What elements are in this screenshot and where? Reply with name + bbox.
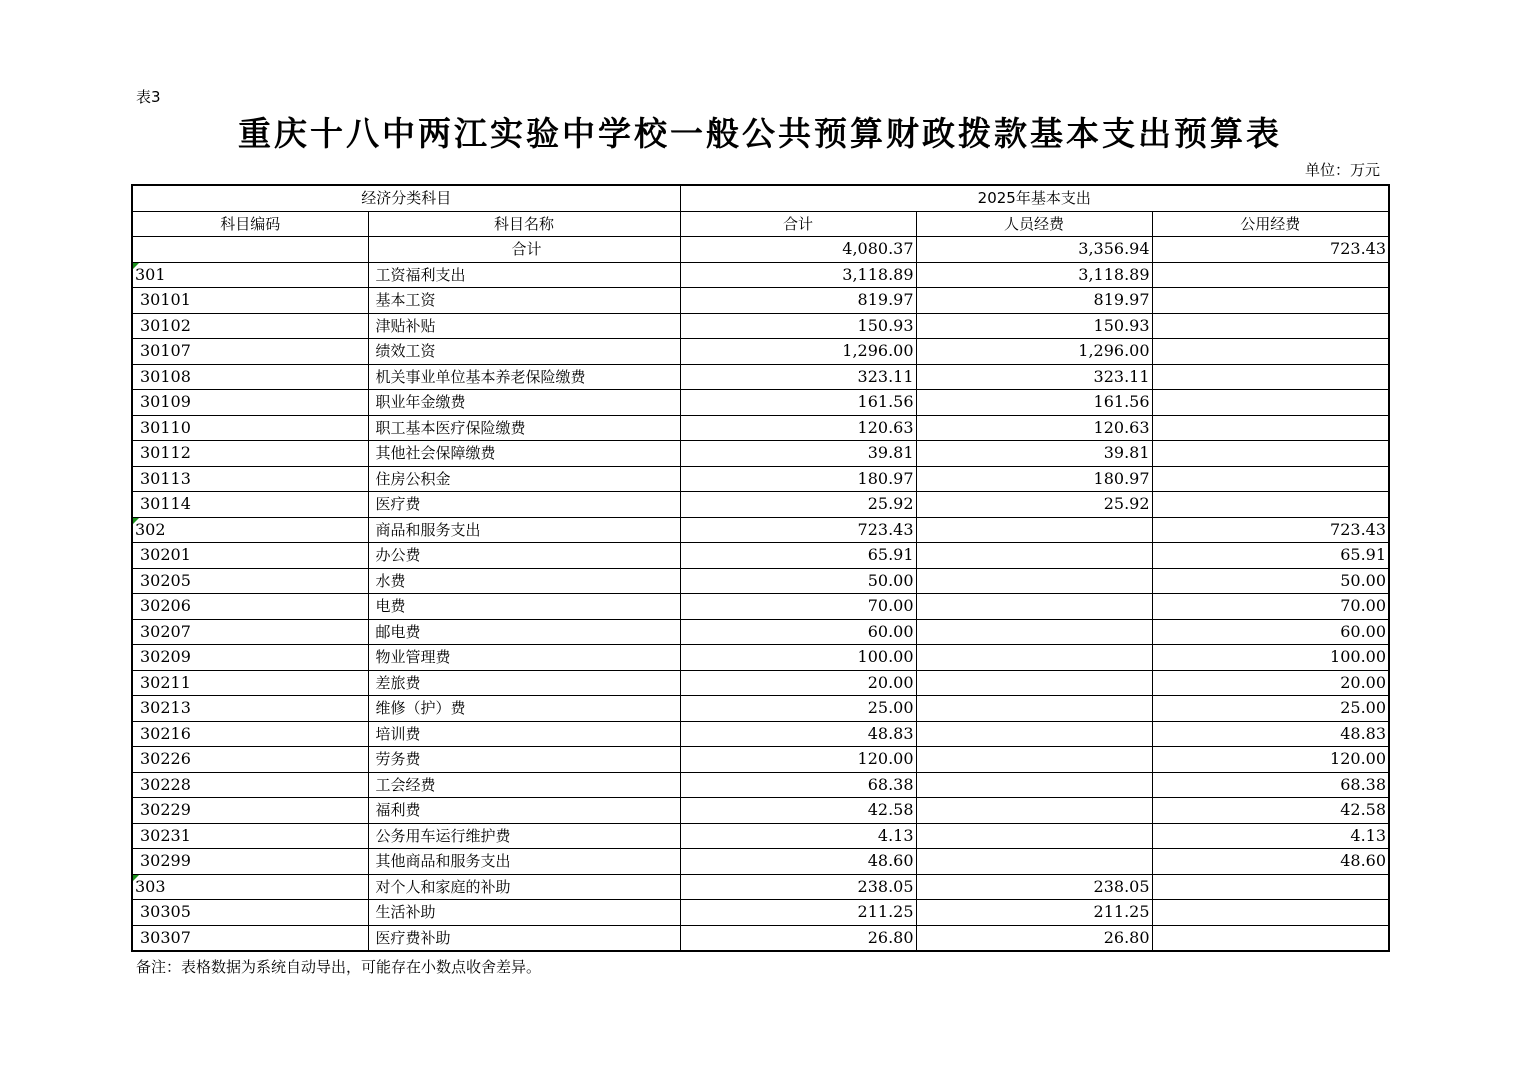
personnel-expense-cell: 3,118.89 bbox=[916, 262, 1152, 288]
subject-code-cell: 30205 bbox=[132, 568, 368, 594]
public-expense-cell: 4.13 bbox=[1152, 823, 1389, 849]
total-cell: 150.93 bbox=[680, 313, 916, 339]
subject-name-cell: 培训费 bbox=[368, 721, 680, 747]
table-row bbox=[132, 594, 1389, 620]
personnel-expense-cell: 120.63 bbox=[916, 415, 1152, 441]
table-row bbox=[132, 543, 1389, 569]
personnel-expense-cell bbox=[916, 747, 1152, 773]
total-cell: 39.81 bbox=[680, 441, 916, 467]
total-cell: 70.00 bbox=[680, 594, 916, 620]
table-row bbox=[132, 492, 1389, 518]
personnel-expense-cell bbox=[916, 849, 1152, 875]
subject-name-cell: 其他商品和服务支出 bbox=[368, 849, 680, 875]
personnel-expense-cell: 1,296.00 bbox=[916, 339, 1152, 365]
public-expense-cell bbox=[1152, 415, 1389, 441]
personnel-expense-cell: 819.97 bbox=[916, 288, 1152, 314]
total-cell: 50.00 bbox=[680, 568, 916, 594]
subject-code-cell: 30206 bbox=[132, 594, 368, 620]
subject-name-cell: 医疗费补助 bbox=[368, 925, 680, 951]
total-code bbox=[132, 237, 368, 263]
subject-name-cell: 工资福利支出 bbox=[368, 262, 680, 288]
public-expense-cell: 48.60 bbox=[1152, 849, 1389, 875]
header-subject-name: 科目名称 bbox=[368, 211, 680, 237]
personnel-expense-cell: 150.93 bbox=[916, 313, 1152, 339]
total-cell: 238.05 bbox=[680, 874, 916, 900]
public-expense-cell bbox=[1152, 874, 1389, 900]
header-economic-classification: 经济分类科目 bbox=[132, 185, 680, 211]
subject-name-cell: 住房公积金 bbox=[368, 466, 680, 492]
subject-name-cell: 邮电费 bbox=[368, 619, 680, 645]
table-row bbox=[132, 798, 1389, 824]
public-expense-cell bbox=[1152, 262, 1389, 288]
personnel-expense-cell bbox=[916, 619, 1152, 645]
total-cell: 4.13 bbox=[680, 823, 916, 849]
table-row bbox=[132, 441, 1389, 467]
personnel-expense-cell: 180.97 bbox=[916, 466, 1152, 492]
total-cell: 100.00 bbox=[680, 645, 916, 671]
table-row bbox=[132, 721, 1389, 747]
subject-name-cell: 电费 bbox=[368, 594, 680, 620]
header-personnel-expense: 人员经费 bbox=[916, 211, 1152, 237]
subject-code-cell: 30213 bbox=[132, 696, 368, 722]
personnel-expense-cell bbox=[916, 568, 1152, 594]
subject-code-cell: 30299 bbox=[132, 849, 368, 875]
table-row bbox=[132, 288, 1389, 314]
subject-code-cell: 30108 bbox=[132, 364, 368, 390]
subject-code-cell: 30216 bbox=[132, 721, 368, 747]
table-row bbox=[132, 900, 1389, 926]
total-cell: 323.11 bbox=[680, 364, 916, 390]
public-expense-cell: 100.00 bbox=[1152, 645, 1389, 671]
subject-code-cell: 30201 bbox=[132, 543, 368, 569]
subject-name-cell: 医疗费 bbox=[368, 492, 680, 518]
subject-name-cell: 差旅费 bbox=[368, 670, 680, 696]
total-cell: 20.00 bbox=[680, 670, 916, 696]
public-expense-cell: 120.00 bbox=[1152, 747, 1389, 773]
subject-code-cell: 303 bbox=[132, 874, 368, 900]
public-expense-cell bbox=[1152, 441, 1389, 467]
subject-code-cell: 30211 bbox=[132, 670, 368, 696]
public-expense-cell bbox=[1152, 925, 1389, 951]
header-basic-expenditure: 2025年基本支出 bbox=[680, 185, 1389, 211]
total-cell: 819.97 bbox=[680, 288, 916, 314]
personnel-expense-cell: 161.56 bbox=[916, 390, 1152, 416]
public-expense-cell: 70.00 bbox=[1152, 594, 1389, 620]
public-expense-cell: 25.00 bbox=[1152, 696, 1389, 722]
public-expense-cell bbox=[1152, 900, 1389, 926]
table-row bbox=[132, 670, 1389, 696]
table-row bbox=[132, 390, 1389, 416]
subject-name-cell: 职工基本医疗保险缴费 bbox=[368, 415, 680, 441]
subject-name-cell: 公务用车运行维护费 bbox=[368, 823, 680, 849]
public-expense-cell: 42.58 bbox=[1152, 798, 1389, 824]
subject-name-cell: 办公费 bbox=[368, 543, 680, 569]
subject-code-cell: 30109 bbox=[132, 390, 368, 416]
table-row bbox=[132, 619, 1389, 645]
personnel-expense-cell bbox=[916, 696, 1152, 722]
table-row bbox=[132, 364, 1389, 390]
personnel-expense-cell bbox=[916, 594, 1152, 620]
public-expense-cell: 65.91 bbox=[1152, 543, 1389, 569]
total-cell: 1,296.00 bbox=[680, 339, 916, 365]
personnel-expense-cell bbox=[916, 798, 1152, 824]
subject-name-cell: 商品和服务支出 bbox=[368, 517, 680, 543]
personnel-expense-cell: 26.80 bbox=[916, 925, 1152, 951]
subject-code-cell: 301 bbox=[132, 262, 368, 288]
table-row bbox=[132, 696, 1389, 722]
personnel-expense-cell bbox=[916, 823, 1152, 849]
subject-name-cell: 津贴补贴 bbox=[368, 313, 680, 339]
personnel-expense-cell: 211.25 bbox=[916, 900, 1152, 926]
subject-name-cell: 生活补助 bbox=[368, 900, 680, 926]
header-column-row bbox=[132, 211, 1389, 237]
subject-code-cell: 30101 bbox=[132, 288, 368, 314]
table-row bbox=[132, 772, 1389, 798]
public-expense-cell bbox=[1152, 390, 1389, 416]
subject-code-cell: 30207 bbox=[132, 619, 368, 645]
table-row bbox=[132, 466, 1389, 492]
public-expense-cell bbox=[1152, 313, 1389, 339]
table-number: 表3 bbox=[136, 88, 161, 106]
subject-name-cell: 福利费 bbox=[368, 798, 680, 824]
table-row bbox=[132, 925, 1389, 951]
personnel-expense-cell: 323.11 bbox=[916, 364, 1152, 390]
unit-label: 单位：万元 bbox=[1304, 161, 1380, 179]
subject-name-cell: 维修（护）费 bbox=[368, 696, 680, 722]
document-title: 重庆十八中两江实验中学校一般公共预算财政拨款基本支出预算表 bbox=[238, 114, 1282, 153]
table-row bbox=[132, 517, 1389, 543]
subject-name-cell: 绩效工资 bbox=[368, 339, 680, 365]
personnel-expense-cell: 39.81 bbox=[916, 441, 1152, 467]
total-row bbox=[132, 237, 1389, 263]
table-row bbox=[132, 645, 1389, 671]
budget-table bbox=[131, 184, 1390, 952]
public-expense-cell bbox=[1152, 466, 1389, 492]
personnel-expense-cell bbox=[916, 517, 1152, 543]
subject-name-cell: 机关事业单位基本养老保险缴费 bbox=[368, 364, 680, 390]
table-row bbox=[132, 747, 1389, 773]
total-cell: 48.60 bbox=[680, 849, 916, 875]
public-expense-cell bbox=[1152, 364, 1389, 390]
total-cell: 180.97 bbox=[680, 466, 916, 492]
table-row bbox=[132, 262, 1389, 288]
personnel-expense-cell bbox=[916, 543, 1152, 569]
total-public: 723.43 bbox=[1152, 237, 1389, 263]
total-cell: 161.56 bbox=[680, 390, 916, 416]
subject-code-cell: 30102 bbox=[132, 313, 368, 339]
personnel-expense-cell bbox=[916, 670, 1152, 696]
table-row bbox=[132, 823, 1389, 849]
total-cell: 60.00 bbox=[680, 619, 916, 645]
total-cell: 25.92 bbox=[680, 492, 916, 518]
personnel-expense-cell bbox=[916, 645, 1152, 671]
header-public-expense: 公用经费 bbox=[1152, 211, 1389, 237]
header-subject-code: 科目编码 bbox=[132, 211, 368, 237]
total-cell: 26.80 bbox=[680, 925, 916, 951]
subject-code-cell: 30209 bbox=[132, 645, 368, 671]
subject-code-cell: 30110 bbox=[132, 415, 368, 441]
subject-code-cell: 302 bbox=[132, 517, 368, 543]
table-row bbox=[132, 568, 1389, 594]
total-cell: 3,118.89 bbox=[680, 262, 916, 288]
subject-name-cell: 工会经费 bbox=[368, 772, 680, 798]
total-personnel: 3,356.94 bbox=[916, 237, 1152, 263]
subject-code-cell: 30226 bbox=[132, 747, 368, 773]
footnote: 备注：表格数据为系统自动导出，可能存在小数点收舍差异。 bbox=[136, 958, 542, 976]
personnel-expense-cell: 25.92 bbox=[916, 492, 1152, 518]
table-row bbox=[132, 415, 1389, 441]
subject-code-cell: 30107 bbox=[132, 339, 368, 365]
personnel-expense-cell: 238.05 bbox=[916, 874, 1152, 900]
header-total: 合计 bbox=[680, 211, 916, 237]
total-cell: 42.58 bbox=[680, 798, 916, 824]
public-expense-cell bbox=[1152, 288, 1389, 314]
subject-code-cell: 30231 bbox=[132, 823, 368, 849]
public-expense-cell bbox=[1152, 339, 1389, 365]
subject-name-cell: 物业管理费 bbox=[368, 645, 680, 671]
total-cell: 723.43 bbox=[680, 517, 916, 543]
public-expense-cell bbox=[1152, 492, 1389, 518]
subject-name-cell: 其他社会保障缴费 bbox=[368, 441, 680, 467]
total-cell: 211.25 bbox=[680, 900, 916, 926]
public-expense-cell: 723.43 bbox=[1152, 517, 1389, 543]
total-cell: 25.00 bbox=[680, 696, 916, 722]
table-row bbox=[132, 339, 1389, 365]
public-expense-cell: 60.00 bbox=[1152, 619, 1389, 645]
subject-name-cell: 水费 bbox=[368, 568, 680, 594]
personnel-expense-cell bbox=[916, 772, 1152, 798]
public-expense-cell: 20.00 bbox=[1152, 670, 1389, 696]
public-expense-cell: 68.38 bbox=[1152, 772, 1389, 798]
table-row bbox=[132, 874, 1389, 900]
table-row bbox=[132, 313, 1389, 339]
subject-name-cell: 劳务费 bbox=[368, 747, 680, 773]
subject-code-cell: 30229 bbox=[132, 798, 368, 824]
subject-code-cell: 30307 bbox=[132, 925, 368, 951]
total-cell: 48.83 bbox=[680, 721, 916, 747]
subject-code-cell: 30305 bbox=[132, 900, 368, 926]
subject-code-cell: 30114 bbox=[132, 492, 368, 518]
subject-name-cell: 对个人和家庭的补助 bbox=[368, 874, 680, 900]
total-cell: 120.63 bbox=[680, 415, 916, 441]
total-cell: 65.91 bbox=[680, 543, 916, 569]
subject-name-cell: 职业年金缴费 bbox=[368, 390, 680, 416]
total-name: 合计 bbox=[368, 237, 680, 263]
subject-code-cell: 30112 bbox=[132, 441, 368, 467]
total-cell: 120.00 bbox=[680, 747, 916, 773]
public-expense-cell: 50.00 bbox=[1152, 568, 1389, 594]
total-cell: 68.38 bbox=[680, 772, 916, 798]
subject-code-cell: 30113 bbox=[132, 466, 368, 492]
header-group-row bbox=[132, 185, 1389, 211]
table-row bbox=[132, 849, 1389, 875]
subject-name-cell: 基本工资 bbox=[368, 288, 680, 314]
personnel-expense-cell bbox=[916, 721, 1152, 747]
subject-code-cell: 30228 bbox=[132, 772, 368, 798]
total-total: 4,080.37 bbox=[680, 237, 916, 263]
public-expense-cell: 48.83 bbox=[1152, 721, 1389, 747]
